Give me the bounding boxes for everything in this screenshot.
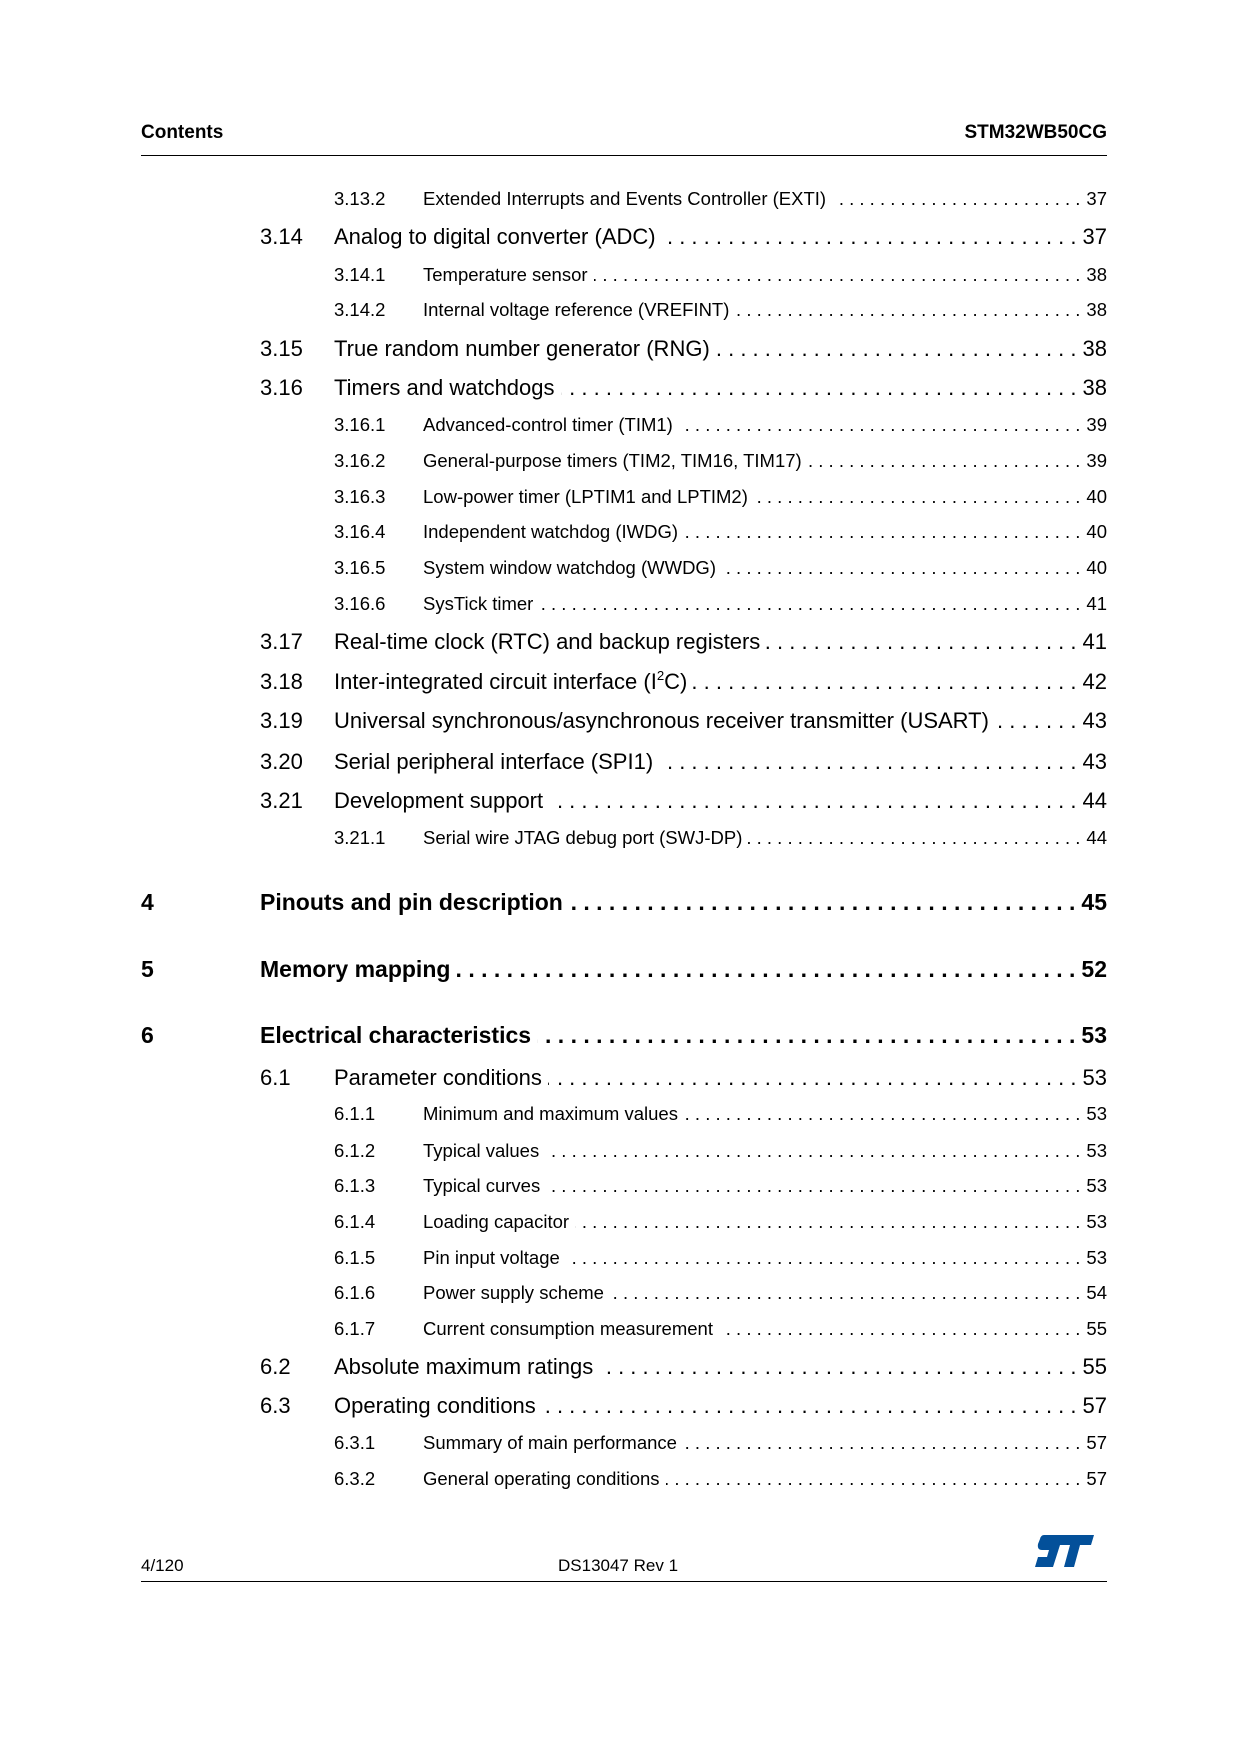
toc-title-text: Operating conditions	[334, 1392, 536, 1418]
toc-entry-page: 52	[1081, 956, 1107, 983]
toc-entry-title	[423, 450, 802, 472]
toc-title-text: Analog to digital converter (ADC)	[334, 223, 656, 249]
dot-leader	[545, 1140, 1080, 1162]
toc-title-text: Absolute maximum ratings	[334, 1353, 594, 1379]
toc-entry-number: 3.17	[260, 628, 303, 654]
toc-entry-page: 40	[1086, 556, 1107, 578]
toc-entry-page: 53	[1086, 1102, 1107, 1124]
toc-title-superscript: 2	[656, 667, 665, 683]
toc-entry-title	[423, 1211, 569, 1233]
toc-title-text: Pin input voltage	[423, 1246, 560, 1268]
dot-leader	[599, 1354, 1076, 1380]
toc-entry[interactable]	[141, 336, 1107, 362]
toc-entry-title	[334, 1393, 536, 1419]
toc-entry-number: 6	[141, 1022, 154, 1049]
toc-entry-number: 3.14	[260, 223, 303, 249]
dot-leader	[684, 521, 1080, 543]
toc-entry[interactable]	[141, 956, 1107, 983]
toc-entry-number: 4	[141, 889, 154, 916]
dot-leader	[722, 557, 1080, 579]
toc-entry-title	[260, 956, 450, 983]
toc-entry[interactable]	[141, 414, 1107, 436]
dot-leader	[542, 1393, 1077, 1419]
footer-page-number: 4/120	[141, 1556, 184, 1575]
toc-entry-number: 3.16.2	[334, 449, 386, 471]
toc-entry-title	[334, 629, 760, 655]
toc-title-text: Timers and watchdogs	[334, 374, 555, 400]
dot-leader	[662, 224, 1077, 250]
dot-leader	[995, 708, 1077, 734]
toc-entry[interactable]	[141, 1318, 1107, 1340]
toc-entry[interactable]	[141, 1140, 1107, 1162]
dot-leader	[735, 299, 1080, 321]
toc-entry-page: 41	[1082, 628, 1107, 654]
toc-entry-title	[423, 1318, 713, 1340]
dot-leader	[766, 629, 1076, 655]
toc-entry-title	[423, 299, 729, 321]
toc-entry-page: 38	[1086, 298, 1107, 320]
toc-entry-page: 53	[1081, 1022, 1107, 1049]
toc-entry-title	[423, 188, 826, 210]
toc-entry-page: 38	[1082, 374, 1107, 400]
toc-entry-title	[423, 593, 533, 615]
toc-entry-number: 6.1.1	[334, 1102, 376, 1124]
toc-title-text: Universal synchronous/asynchronous receiver transmitter (USART)	[334, 707, 989, 733]
toc-entry[interactable]	[141, 486, 1107, 508]
toc-entry-page: 39	[1086, 449, 1107, 471]
toc-title-text: Development support	[334, 787, 544, 813]
toc-entry-page: 53	[1086, 1174, 1107, 1196]
toc-entry-number: 5	[141, 956, 154, 983]
toc-entry-number: 6.1.4	[334, 1210, 376, 1232]
toc-entry-title	[423, 1432, 677, 1454]
toc-entry-number: 3.16.5	[334, 556, 386, 578]
dot-leader	[549, 788, 1076, 814]
toc-entry-page: 40	[1086, 520, 1107, 542]
toc-entry-page: 53	[1086, 1210, 1107, 1232]
toc-entry-number: 3.14.2	[334, 298, 386, 320]
toc-entry-title	[334, 749, 653, 775]
toc-entry[interactable]	[141, 889, 1107, 916]
toc-entry-title	[423, 1103, 678, 1125]
dot-leader	[754, 486, 1081, 508]
toc-title-text: Real-time clock (RTC) and backup registers	[334, 628, 761, 654]
dot-leader	[719, 1318, 1080, 1340]
toc-entry[interactable]	[141, 827, 1107, 849]
dot-leader	[679, 414, 1081, 436]
toc-entry[interactable]	[141, 1175, 1107, 1197]
toc-entry-title	[260, 1022, 531, 1049]
dot-leader	[716, 336, 1077, 362]
toc-entry-page: 37	[1086, 187, 1107, 209]
toc-entry-page: 57	[1086, 1467, 1107, 1489]
toc-entry[interactable]	[141, 375, 1107, 401]
toc-title-text: General operating conditions	[423, 1467, 660, 1489]
toc-entry-page: 38	[1082, 335, 1107, 361]
toc-entry-title	[334, 375, 555, 401]
toc-title-text: Serial wire JTAG debug port (SWJ-DP)	[423, 826, 743, 848]
toc-entry-page: 55	[1082, 1353, 1107, 1379]
toc-title-text: General-purpose timers (TIM2, TIM16, TIM17)	[423, 449, 802, 471]
toc-entry-number: 3.16.4	[334, 520, 386, 542]
toc-title-text: Pinouts and pin description	[260, 889, 563, 916]
toc-entry-title	[423, 414, 673, 436]
toc-entry[interactable]	[141, 1022, 1107, 1049]
toc-entry[interactable]	[141, 593, 1107, 615]
toc-entry-page: 43	[1082, 748, 1107, 774]
toc-entry-number: 6.3.2	[334, 1467, 376, 1489]
toc-entry-title	[423, 264, 588, 286]
toc-entry-number: 3.15	[260, 335, 303, 361]
toc-title-text: Advanced-control timer (TIM1)	[423, 413, 673, 435]
toc-entry-page: 39	[1086, 413, 1107, 435]
toc-title-text: Loading capacitor	[423, 1210, 570, 1232]
toc-entry-page: 53	[1086, 1139, 1107, 1161]
toc-entry-page: 53	[1086, 1246, 1107, 1268]
toc-entry-page: 44	[1082, 787, 1107, 813]
toc-title-text: Internal voltage reference (VREFINT)	[423, 298, 730, 320]
toc-title-text: Inter-integrated circuit interface (I	[334, 668, 657, 694]
toc-entry-title	[423, 1468, 660, 1490]
toc-title-text: Parameter conditions	[334, 1064, 542, 1090]
toc-entry-title	[334, 1065, 542, 1091]
toc-entry-title	[334, 788, 543, 814]
toc-entry-number: 3.16	[260, 374, 303, 400]
toc-entry-title	[423, 486, 748, 508]
dot-leader	[610, 1282, 1080, 1304]
dot-leader	[539, 593, 1080, 615]
toc-title-text: System window watchdog (WWDG)	[423, 556, 716, 578]
toc-title-text: Minimum and maximum values	[423, 1102, 678, 1124]
toc-entry-title	[423, 1140, 539, 1162]
toc-entry[interactable]	[141, 669, 1107, 695]
dot-leader	[566, 1247, 1081, 1269]
dot-leader	[537, 1022, 1075, 1049]
toc-entry[interactable]	[141, 1065, 1107, 1091]
dot-leader	[561, 375, 1077, 401]
toc-entry[interactable]	[141, 1393, 1107, 1419]
toc-title-text: Typical curves	[423, 1174, 541, 1196]
dot-leader	[684, 1103, 1080, 1125]
toc-entry-number: 3.20	[260, 748, 303, 774]
dot-leader	[666, 1468, 1081, 1490]
toc-title-text: Low-power timer (LPTIM1 and LPTIM2)	[423, 485, 748, 507]
dot-leader	[594, 264, 1081, 286]
toc-entry-page: 40	[1086, 485, 1107, 507]
header-section-title: Contents	[141, 122, 224, 143]
toc-entry-number: 3.19	[260, 707, 303, 733]
toc-entry[interactable]	[141, 788, 1107, 814]
toc-title-text: Extended Interrupts and Events Controller (EXTI)	[423, 187, 827, 209]
toc-entry-number: 3.16.3	[334, 485, 386, 507]
toc-entry[interactable]	[141, 450, 1107, 472]
toc-entry-number: 6.3.1	[334, 1431, 376, 1453]
toc-entry-number: 3.21.1	[334, 826, 386, 848]
toc-entry[interactable]	[141, 629, 1107, 655]
toc-title-text: Electrical characteristics	[260, 1022, 532, 1049]
toc-entry-title	[334, 708, 989, 734]
toc-entry[interactable]	[141, 1103, 1107, 1125]
toc-entry-number: 6.1.7	[334, 1317, 376, 1339]
toc-entry-number: 3.13.2	[334, 187, 386, 209]
dot-leader	[569, 889, 1076, 916]
dot-leader	[693, 669, 1076, 695]
toc-entry[interactable]	[141, 708, 1107, 734]
toc-entry-number: 3.16.1	[334, 413, 386, 435]
toc-entry[interactable]	[141, 1247, 1107, 1269]
toc-entry-title	[423, 557, 716, 579]
toc-entry-number: 6.3	[260, 1392, 291, 1418]
toc-entry-title	[334, 336, 710, 362]
toc-title-text: Independent watchdog (IWDG)	[423, 520, 679, 542]
toc-title-text: SysTick timer	[423, 592, 534, 614]
header-part-number: STM32WB50CG	[964, 122, 1107, 143]
toc-entry-title	[423, 521, 678, 543]
toc-title-text: Temperature sensor	[423, 263, 588, 285]
toc-entry-title	[260, 889, 563, 916]
toc-entry-title	[334, 1354, 593, 1380]
toc-entry-page: 42	[1082, 668, 1107, 694]
toc-entry[interactable]	[141, 749, 1107, 775]
toc-entry-page: 38	[1086, 263, 1107, 285]
toc-entry-title	[423, 1175, 540, 1197]
toc-entry[interactable]	[141, 1432, 1107, 1454]
toc-entry[interactable]	[141, 1282, 1107, 1304]
footer-doc-id: DS13047 Rev 1	[558, 1556, 679, 1575]
toc-title-text: True random number generator (RNG)	[334, 335, 710, 361]
toc-entry-title	[334, 224, 656, 250]
toc-entry-title	[423, 827, 742, 849]
toc-entry-page: 54	[1086, 1281, 1107, 1303]
toc-entry-page: 55	[1086, 1317, 1107, 1339]
dot-leader	[575, 1211, 1080, 1233]
toc-entry[interactable]	[141, 521, 1107, 543]
dot-leader	[808, 450, 1081, 472]
dot-leader	[748, 827, 1080, 849]
dot-leader	[548, 1065, 1077, 1091]
dot-leader	[832, 188, 1080, 210]
toc-entry[interactable]	[141, 224, 1107, 250]
toc-entry-number: 6.1.6	[334, 1281, 376, 1303]
header-divider	[141, 155, 1107, 156]
toc-entry-page: 57	[1082, 1392, 1107, 1418]
toc-entry-title	[423, 1282, 604, 1304]
toc-entry-number: 3.16.6	[334, 592, 386, 614]
toc-entry-number: 3.14.1	[334, 263, 386, 285]
toc-entry-title	[334, 669, 687, 695]
dot-leader	[659, 749, 1076, 775]
toc-entry-page: 44	[1086, 826, 1107, 848]
toc-title-text: Typical values	[423, 1139, 540, 1161]
toc-entry-page: 41	[1086, 592, 1107, 614]
toc-entry-page: 53	[1082, 1064, 1107, 1090]
toc-entry[interactable]	[141, 264, 1107, 286]
toc-entry[interactable]	[141, 1468, 1107, 1490]
toc-entry-number: 3.18	[260, 668, 303, 694]
toc-title-text: Summary of main performance	[423, 1431, 677, 1453]
toc-entry-page: 37	[1082, 223, 1107, 249]
st-logo-icon	[1034, 1534, 1096, 1568]
dot-leader	[683, 1432, 1080, 1454]
dot-leader	[456, 956, 1075, 983]
toc-entry[interactable]	[141, 188, 1107, 210]
toc-title-text-after: C)	[664, 668, 688, 694]
toc-entry-page: 45	[1081, 889, 1107, 916]
toc-entry-number: 6.1.5	[334, 1246, 376, 1268]
toc-entry-number: 3.21	[260, 787, 303, 813]
toc-title-text: Current consumption measurement	[423, 1317, 713, 1339]
toc-entry-title	[423, 1247, 560, 1269]
toc-title-text: Serial peripheral interface (SPI1)	[334, 748, 654, 774]
toc-entry-number: 6.1.3	[334, 1174, 376, 1196]
toc-entry-page: 43	[1082, 707, 1107, 733]
toc-entry-page: 57	[1086, 1431, 1107, 1453]
dot-leader	[546, 1175, 1080, 1197]
toc-entry-number: 6.1.2	[334, 1139, 376, 1161]
toc-entry[interactable]	[141, 299, 1107, 321]
toc-title-text: Power supply scheme	[423, 1281, 604, 1303]
toc-entry[interactable]	[141, 1211, 1107, 1233]
toc-entry[interactable]	[141, 1354, 1107, 1380]
toc-entry[interactable]	[141, 557, 1107, 579]
toc-entry-number: 6.2	[260, 1353, 291, 1379]
toc-entry-number: 6.1	[260, 1064, 291, 1090]
toc-title-text: Memory mapping	[260, 956, 451, 983]
footer-divider	[141, 1581, 1107, 1582]
